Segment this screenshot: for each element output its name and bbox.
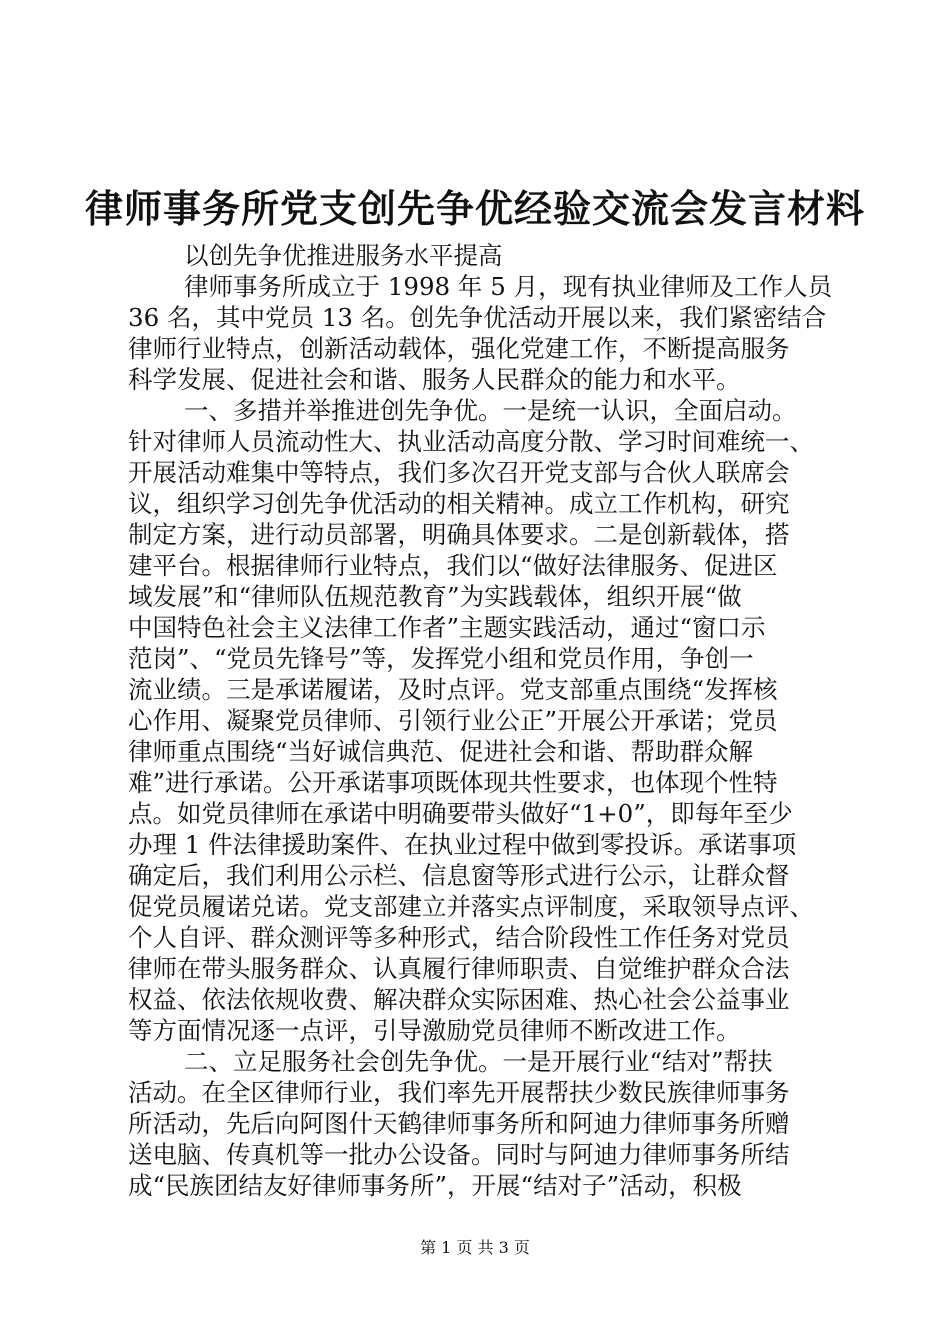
text-line: 建平台。根据律师行业特点，我们以“做好法律服务、促进区 [128,551,778,580]
text-line: 以创先争优推进服务水平提高 [184,241,503,270]
text-line: 权益、依法依规收费、解决群众实际困难、热心社会公益事业 [128,985,790,1014]
page-footer: 第 1 页 共 3 页 [420,1238,530,1257]
text-line: 律师事务所成立于 1998 年 5 月，现有执业律师及工作人员 [184,272,833,301]
text-line: 范岗”、“党员先锋号”等，发挥党小组和党员作用，争创一 [128,644,754,673]
text-line: 议，组织学习创先争优活动的相关精神。成立工作机构，研究 [128,489,790,518]
document-body [128,240,834,1201]
text-line: 等方面情况逐一点评，引导激励党员律师不断改进工作。 [128,1016,741,1045]
text-line: 点。如党员律师在承诺中明确要带头做好“1+0”，即每年至少 [128,799,793,828]
text-line: 律师行业特点，创新活动载体，强化党建工作，不断提高服务 [128,334,790,363]
text-line: 心作用、凝聚党员律师、引领行业公正”开展公开承诺；党员 [128,706,778,735]
text-line: 难”进行承诺。公开承诺事项既体现共性要求，也体现个性特 [128,768,778,797]
text-line: 成“民族团结友好律师事务所”，开展“结对子”活动，积极 [128,1171,742,1200]
document-title: 律师事务所党支创先争优经验交流会发言材料 [84,186,865,231]
text-line: 二、立足服务社会创先争优。一是开展行业“结对”帮扶 [184,1047,773,1076]
text-line: 办理 1 件法律援助案件、在执业过程中做到零投诉。承诺事项 [128,830,797,859]
text-line: 律师重点围绕“当好诚信典范、促进社会和谐、帮助群众解 [128,737,754,766]
text-line: 所活动，先后向阿图什天鹤律师事务所和阿迪力律师事务所赠 [128,1109,790,1138]
text-line: 开展活动难集中等特点，我们多次召开党支部与合伙人联席会 [128,458,790,487]
text-line: 中国特色社会主义法律工作者”主题实践活动，通过“窗口示 [128,613,766,642]
text-line: 促党员履诺兑诺。党支部建立并落实点评制度，采取领导点评、 [128,892,814,921]
text-line: 活动。在全区律师行业，我们率先开展帮扶少数民族律师事务 [128,1078,790,1107]
text-line: 流业绩。三是承诺履诺，及时点评。党支部重点围绕“发挥核 [128,675,778,704]
text-line: 科学发展、促进社会和谐、服务人民群众的能力和水平。 [128,365,741,394]
text-line: 制定方案，进行动员部署，明确具体要求。二是创新载体，搭 [128,520,790,549]
text-line: 确定后，我们利用公示栏、信息窗等形式进行公示，让群众督 [128,861,790,890]
text-line: 域发展”和“律师队伍规范教育”为实践载体，组织开展“做 [128,582,742,611]
text-line: 一、多措并举推进创先争优。一是统一认识，全面启动。 [184,396,797,425]
text-line: 个人自评、群众测评等多种形式，结合阶段性工作任务对党员 [128,923,790,952]
text-line: 送电脑、传真机等一批办公设备。同时与阿迪力律师事务所结 [128,1140,790,1169]
text-line: 律师在带头服务群众、认真履行律师职责、自觉维护群众合法 [128,954,790,983]
text-line: 36 名，其中党员 13 名。创先争优活动开展以来，我们紧密结合 [128,303,827,332]
text-line: 针对律师人员流动性大、执业活动高度分散、学习时间难统一、 [128,427,814,456]
